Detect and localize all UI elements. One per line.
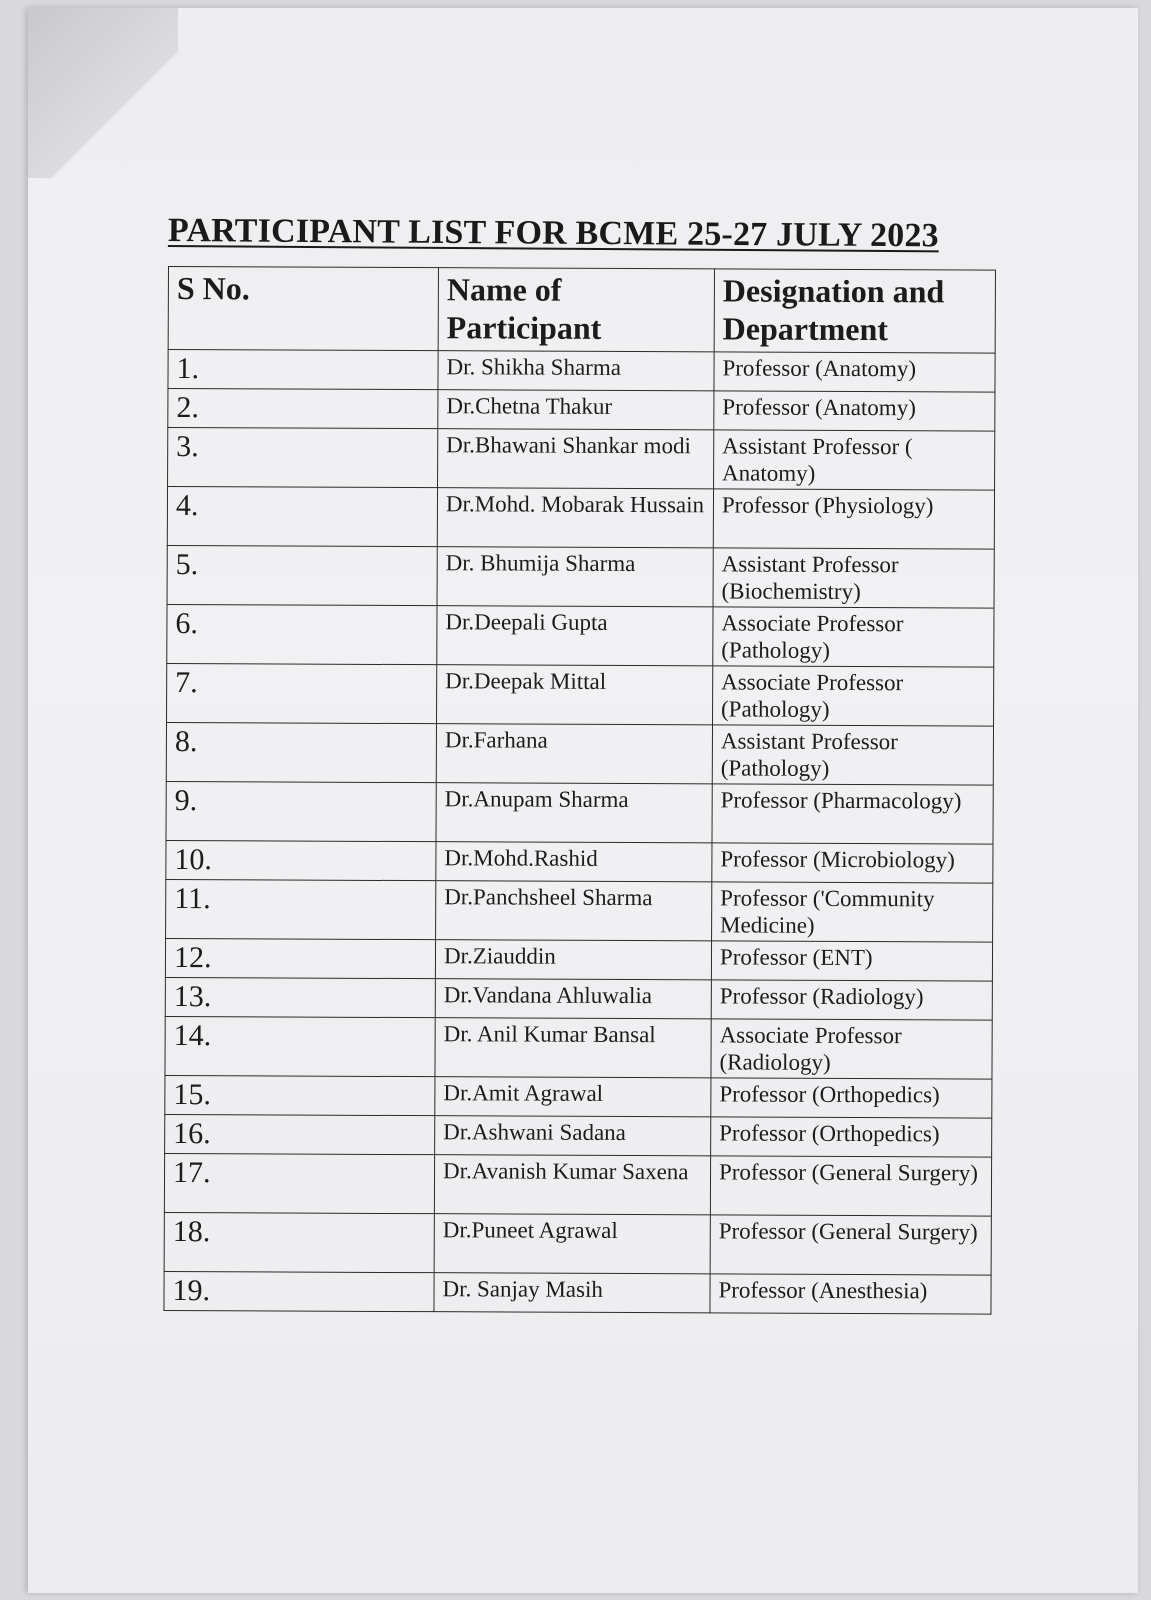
table-row: [168, 389, 995, 432]
cell-name: Dr. Anil Kumar Bansal: [435, 1018, 711, 1078]
cell-sno: 4.: [167, 487, 437, 547]
table-row: [168, 350, 995, 393]
cell-designation: Professor (Orthopedics): [711, 1117, 992, 1157]
table-row: [165, 977, 992, 1020]
table-row: [166, 722, 993, 785]
cell-sno: 14.: [165, 1016, 435, 1076]
cell-sno: 11.: [166, 879, 436, 939]
table-row: [166, 879, 993, 942]
column-header-sno: S No.: [168, 267, 438, 351]
cell-name: Dr.Bhawani Shankar modi: [438, 429, 714, 489]
cell-designation: Professor (Anatomy): [714, 391, 995, 431]
cell-sno: 3.: [168, 428, 438, 488]
cell-designation: Professor (Anatomy): [714, 352, 995, 392]
cell-designation: Associate Professor (Pathology): [713, 607, 994, 667]
folded-corner: [28, 8, 178, 178]
cell-sno: 8.: [166, 722, 436, 782]
cell-designation: Professor (Physiology): [713, 489, 994, 549]
cell-designation: Professor (Orthopedics): [711, 1078, 992, 1118]
cell-designation: Professor (General Surgery): [710, 1215, 991, 1275]
cell-sno: 12.: [165, 938, 435, 978]
cell-designation: Assistant Professor (Pathology): [712, 725, 993, 785]
cell-designation: Associate Professor (Radiology): [711, 1019, 992, 1079]
cell-designation: Professor (Pharmacology): [712, 784, 993, 844]
table-row: [167, 545, 994, 608]
table-row: [165, 1016, 992, 1079]
table-row: [165, 938, 992, 981]
table-row: [166, 840, 993, 883]
cell-designation: Professor (Radiology): [711, 980, 992, 1020]
cell-sno: 5.: [167, 545, 437, 605]
table-row: [164, 1212, 991, 1275]
cell-name: Dr.Ashwani Sadana: [435, 1116, 711, 1156]
cell-name: Dr.Farhana: [436, 724, 712, 784]
cell-designation: Assistant Professor (Biochemistry): [713, 548, 994, 608]
cell-designation: Professor (General Surgery): [710, 1156, 991, 1216]
cell-name: Dr.Panchsheel Sharma: [436, 881, 712, 941]
cell-name: Dr. Shikha Sharma: [438, 351, 714, 391]
cell-designation: Assistant Professor ( Anatomy): [713, 430, 994, 490]
cell-sno: 16.: [165, 1114, 435, 1154]
cell-sno: 17.: [164, 1153, 434, 1213]
cell-designation: Professor (Anesthesia): [710, 1274, 991, 1314]
column-header-name: Name of Participant: [438, 268, 714, 352]
cell-name: Dr.Vandana Ahluwalia: [435, 979, 711, 1019]
table-row: [166, 781, 993, 844]
cell-name: Dr.Anupam Sharma: [436, 783, 712, 843]
cell-sno: 19.: [164, 1271, 434, 1311]
cell-name: Dr.Mohd. Mobarak Hussain: [437, 488, 713, 548]
cell-name: Dr.Deepali Gupta: [437, 606, 713, 666]
page-title: PARTICIPANT LIST FOR BCME 25-27 JULY 2023: [167, 212, 939, 255]
column-header-designation: Designation and Department: [714, 269, 995, 353]
table-row: [164, 1271, 991, 1314]
cell-sno: 2.: [168, 389, 438, 429]
cell-designation: Professor (ENT): [711, 941, 992, 981]
cell-name: Dr. Sanjay Masih: [434, 1273, 710, 1313]
table-row: [167, 663, 994, 726]
cell-name: Dr.Avanish Kumar Saxena: [434, 1155, 710, 1215]
cell-name: Dr.Mohd.Rashid: [436, 842, 712, 882]
cell-sno: 10.: [166, 840, 436, 880]
cell-designation: Professor (Microbiology): [712, 843, 993, 883]
table-row: [164, 1153, 991, 1216]
cell-sno: 6.: [167, 604, 437, 664]
cell-name: Dr.Puneet Agrawal: [434, 1214, 710, 1274]
cell-sno: 9.: [166, 781, 436, 841]
table-row: [167, 604, 994, 667]
table-row: [167, 487, 994, 550]
table-row: [165, 1075, 992, 1118]
cell-designation: Professor ('Community Medicine): [712, 882, 993, 942]
cell-sno: 1.: [168, 350, 438, 390]
cell-sno: 15.: [165, 1075, 435, 1115]
cell-name: Dr.Amit Agrawal: [435, 1077, 711, 1117]
participant-table: [163, 266, 996, 1315]
cell-name: Dr.Deepak Mittal: [436, 665, 712, 725]
table-row: [168, 428, 995, 491]
table-row: [165, 1114, 992, 1157]
table-header-row: [168, 267, 995, 354]
cell-designation: Associate Professor (Pathology): [712, 666, 993, 726]
cell-name: Dr. Bhumija Sharma: [437, 547, 713, 607]
cell-name: Dr.Ziauddin: [435, 940, 711, 980]
cell-sno: 7.: [167, 663, 437, 723]
cell-sno: 13.: [165, 977, 435, 1017]
cell-name: Dr.Chetna Thakur: [438, 390, 714, 430]
cell-sno: 18.: [164, 1212, 434, 1272]
